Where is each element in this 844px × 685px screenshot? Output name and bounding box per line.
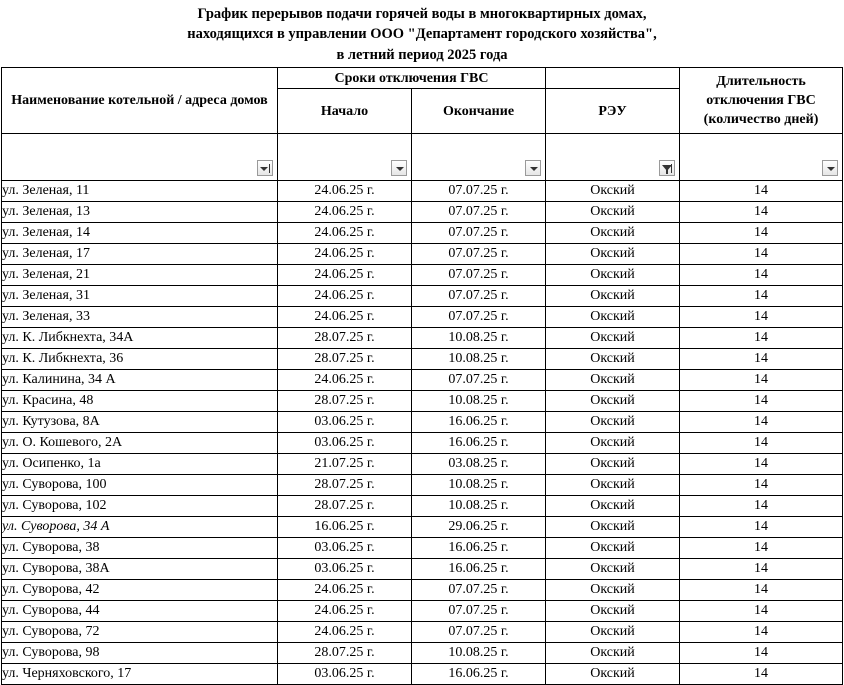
table-row	[2, 643, 843, 664]
cell-address[interactable]: ул. Суворова, 34 А	[2, 517, 278, 538]
cell-address[interactable]: ул. О. Кошевого, 2А	[2, 433, 278, 454]
cell-days[interactable]: 14	[680, 391, 843, 412]
header-group-empty	[546, 68, 680, 89]
cell-end[interactable]: 07.07.25 г.	[412, 286, 546, 307]
cell-end[interactable]: 10.08.25 г.	[412, 328, 546, 349]
cell-start[interactable]: 24.06.25 г.	[278, 244, 412, 265]
cell-start[interactable]: 28.07.25 г.	[278, 643, 412, 664]
table-row	[2, 559, 843, 580]
table-row	[2, 328, 843, 349]
cell-days[interactable]: 14	[680, 328, 843, 349]
cell-reu[interactable]: Окский	[546, 643, 680, 664]
cell-days[interactable]: 14	[680, 454, 843, 475]
cell-end[interactable]: 07.07.25 г.	[412, 370, 546, 391]
cell-reu[interactable]: Окский	[546, 244, 680, 265]
cell-address[interactable]: ул. Суворова, 42	[2, 580, 278, 601]
cell-address[interactable]: ул. Зеленая, 21	[2, 265, 278, 286]
cell-end[interactable]: 16.06.25 г.	[412, 433, 546, 454]
cell-start[interactable]: 28.07.25 г.	[278, 391, 412, 412]
cell-address[interactable]: ул. Суворова, 100	[2, 475, 278, 496]
cell-reu[interactable]: Окский	[546, 370, 680, 391]
cell-end[interactable]: 07.07.25 г.	[412, 307, 546, 328]
cell-days[interactable]: 14	[680, 517, 843, 538]
cell-reu[interactable]: Окский	[546, 286, 680, 307]
cell-start[interactable]: 24.06.25 г.	[278, 202, 412, 223]
cell-start[interactable]: 03.06.25 г.	[278, 559, 412, 580]
filter-cell-end	[412, 134, 546, 181]
cell-start[interactable]: 03.06.25 г.	[278, 412, 412, 433]
filter-cell-duration	[680, 134, 843, 181]
cell-start[interactable]: 24.06.25 г.	[278, 580, 412, 601]
cell-address[interactable]: ул. Зеленая, 33	[2, 307, 278, 328]
table-body	[2, 181, 843, 685]
table-row	[2, 307, 843, 328]
cell-reu[interactable]: Окский	[546, 559, 680, 580]
cell-address[interactable]: ул. Осипенко, 1а	[2, 454, 278, 475]
cell-address[interactable]: ул. Суворова, 72	[2, 622, 278, 643]
cell-end[interactable]: 03.08.25 г.	[412, 454, 546, 475]
cell-end[interactable]: 07.07.25 г.	[412, 580, 546, 601]
cell-address[interactable]: ул. Зеленая, 13	[2, 202, 278, 223]
cell-days[interactable]: 14	[680, 496, 843, 517]
title-line-1: График перерывов подачи горячей воды в многоквартирных домах,	[197, 6, 647, 22]
header-address: Наименование котельной / адреса домов	[2, 68, 278, 134]
table-row	[2, 580, 843, 601]
cell-start[interactable]: 28.07.25 г.	[278, 328, 412, 349]
cell-end[interactable]: 10.08.25 г.	[412, 643, 546, 664]
schedule-table	[1, 67, 843, 685]
cell-reu[interactable]: Окский	[546, 349, 680, 370]
cell-days[interactable]: 14	[680, 244, 843, 265]
cell-start[interactable]: 24.06.25 г.	[278, 223, 412, 244]
filter-dropdown-icon[interactable]	[391, 160, 407, 176]
cell-days[interactable]: 14	[680, 601, 843, 622]
sort-filter-icon[interactable]	[257, 160, 273, 176]
cell-start[interactable]: 24.06.25 г.	[278, 601, 412, 622]
cell-start[interactable]: 21.07.25 г.	[278, 454, 412, 475]
cell-days[interactable]: 14	[680, 622, 843, 643]
table-row	[2, 391, 843, 412]
cell-days[interactable]: 14	[680, 223, 843, 244]
cell-end[interactable]: 29.06.25 г.	[412, 517, 546, 538]
table-row	[2, 370, 843, 391]
cell-start[interactable]: 28.07.25 г.	[278, 496, 412, 517]
cell-end[interactable]: 07.07.25 г.	[412, 622, 546, 643]
cell-end[interactable]: 07.07.25 г.	[412, 223, 546, 244]
filter-cell-address	[2, 134, 278, 181]
cell-address[interactable]: ул. Суворова, 102	[2, 496, 278, 517]
cell-address[interactable]: ул. Зеленая, 31	[2, 286, 278, 307]
header-group-dates: Сроки отключения ГВС	[278, 68, 546, 89]
cell-end[interactable]: 10.08.25 г.	[412, 496, 546, 517]
cell-address[interactable]: ул. Суворова, 38А	[2, 559, 278, 580]
cell-address[interactable]: ул. Зеленая, 17	[2, 244, 278, 265]
table-row	[2, 664, 843, 685]
cell-end[interactable]: 07.07.25 г.	[412, 265, 546, 286]
filter-dropdown-icon[interactable]	[525, 160, 541, 176]
filter-row	[2, 134, 843, 181]
cell-days[interactable]: 14	[680, 370, 843, 391]
cell-address[interactable]: ул. К. Либкнехта, 36	[2, 349, 278, 370]
header-duration: Длительность отключения ГВС (количество дней)	[680, 68, 843, 134]
cell-reu[interactable]: Окский	[546, 412, 680, 433]
table-row	[2, 286, 843, 307]
table-row	[2, 517, 843, 538]
cell-reu[interactable]: Окский	[546, 433, 680, 454]
cell-days[interactable]: 14	[680, 286, 843, 307]
cell-start[interactable]: 24.06.25 г.	[278, 622, 412, 643]
cell-end[interactable]: 10.08.25 г.	[412, 475, 546, 496]
cell-reu[interactable]: Окский	[546, 601, 680, 622]
table-row	[2, 223, 843, 244]
active-filter-icon[interactable]	[659, 160, 675, 176]
cell-end[interactable]: 16.06.25 г.	[412, 664, 546, 685]
cell-end[interactable]: 07.07.25 г.	[412, 202, 546, 223]
header-end: Окончание	[412, 89, 546, 134]
cell-reu[interactable]: Окский	[546, 664, 680, 685]
table-row	[2, 244, 843, 265]
cell-start[interactable]: 24.06.25 г.	[278, 307, 412, 328]
filter-cell-reu	[546, 134, 680, 181]
table-row	[2, 433, 843, 454]
cell-reu[interactable]: Окский	[546, 580, 680, 601]
cell-address[interactable]: ул. Красина, 48	[2, 391, 278, 412]
table-row	[2, 601, 843, 622]
cell-reu[interactable]: Окский	[546, 538, 680, 559]
cell-address[interactable]: ул. Суворова, 38	[2, 538, 278, 559]
cell-days[interactable]: 14	[680, 349, 843, 370]
cell-reu[interactable]: Окский	[546, 391, 680, 412]
cell-start[interactable]: 24.06.25 г.	[278, 370, 412, 391]
cell-start[interactable]: 24.06.25 г.	[278, 265, 412, 286]
table-row	[2, 265, 843, 286]
cell-address[interactable]: ул. Суворова, 98	[2, 643, 278, 664]
cell-days[interactable]: 14	[680, 307, 843, 328]
cell-address[interactable]: ул. Черняховского, 17	[2, 664, 278, 685]
cell-address[interactable]: ул. Кутузова, 8А	[2, 412, 278, 433]
cell-days[interactable]: 14	[680, 475, 843, 496]
header-reu: РЭУ	[546, 89, 680, 134]
cell-address[interactable]: ул. Зеленая, 14	[2, 223, 278, 244]
cell-days[interactable]: 14	[680, 265, 843, 286]
cell-end[interactable]: 10.08.25 г.	[412, 349, 546, 370]
cell-end[interactable]: 16.06.25 г.	[412, 538, 546, 559]
cell-start[interactable]: 16.06.25 г.	[278, 517, 412, 538]
cell-start[interactable]: 28.07.25 г.	[278, 349, 412, 370]
cell-end[interactable]: 07.07.25 г.	[412, 244, 546, 265]
cell-address[interactable]: ул. Калинина, 34 А	[2, 370, 278, 391]
table-row	[2, 202, 843, 223]
cell-reu[interactable]: Окский	[546, 181, 680, 202]
cell-days[interactable]: 14	[680, 202, 843, 223]
cell-reu[interactable]: Окский	[546, 517, 680, 538]
table-row	[2, 496, 843, 517]
table-row	[2, 181, 843, 202]
cell-reu[interactable]: Окский	[546, 265, 680, 286]
header-start: Начало	[278, 89, 412, 134]
cell-days[interactable]: 14	[680, 412, 843, 433]
table-row	[2, 622, 843, 643]
title-line-3: в летний период 2025 года	[336, 47, 508, 63]
cell-days[interactable]: 14	[680, 664, 843, 685]
cell-end[interactable]: 16.06.25 г.	[412, 412, 546, 433]
cell-days[interactable]: 14	[680, 559, 843, 580]
cell-reu[interactable]: Окский	[546, 454, 680, 475]
cell-days[interactable]: 14	[680, 181, 843, 202]
table-row	[2, 412, 843, 433]
cell-end[interactable]: 16.06.25 г.	[412, 559, 546, 580]
cell-reu[interactable]: Окский	[546, 622, 680, 643]
cell-start[interactable]: 03.06.25 г.	[278, 433, 412, 454]
sheet-title	[0, 0, 844, 68]
table-row	[2, 349, 843, 370]
table-row	[2, 538, 843, 559]
cell-address[interactable]: ул. Суворова, 44	[2, 601, 278, 622]
table-row	[2, 454, 843, 475]
cell-start[interactable]: 03.06.25 г.	[278, 664, 412, 685]
cell-start[interactable]: 24.06.25 г.	[278, 286, 412, 307]
cell-reu[interactable]: Окский	[546, 475, 680, 496]
cell-start[interactable]: 03.06.25 г.	[278, 538, 412, 559]
cell-start[interactable]: 24.06.25 г.	[278, 181, 412, 202]
title-line-2: находящихся в управлении ООО "Департамент городского хозяйства",	[187, 26, 657, 42]
cell-reu[interactable]: Окский	[546, 202, 680, 223]
cell-reu[interactable]: Окский	[546, 307, 680, 328]
cell-address[interactable]: ул. К. Либкнехта, 34А	[2, 328, 278, 349]
cell-start[interactable]: 28.07.25 г.	[278, 475, 412, 496]
filter-dropdown-icon[interactable]	[822, 160, 838, 176]
cell-days[interactable]: 14	[680, 643, 843, 664]
cell-days[interactable]: 14	[680, 433, 843, 454]
cell-reu[interactable]: Окский	[546, 328, 680, 349]
cell-reu[interactable]: Окский	[546, 496, 680, 517]
cell-end[interactable]: 10.08.25 г.	[412, 391, 546, 412]
cell-days[interactable]: 14	[680, 580, 843, 601]
cell-end[interactable]: 07.07.25 г.	[412, 601, 546, 622]
filter-cell-start	[278, 134, 412, 181]
cell-reu[interactable]: Окский	[546, 223, 680, 244]
cell-days[interactable]: 14	[680, 538, 843, 559]
cell-end[interactable]: 07.07.25 г.	[412, 181, 546, 202]
table-row	[2, 475, 843, 496]
cell-address[interactable]: ул. Зеленая, 11	[2, 181, 278, 202]
